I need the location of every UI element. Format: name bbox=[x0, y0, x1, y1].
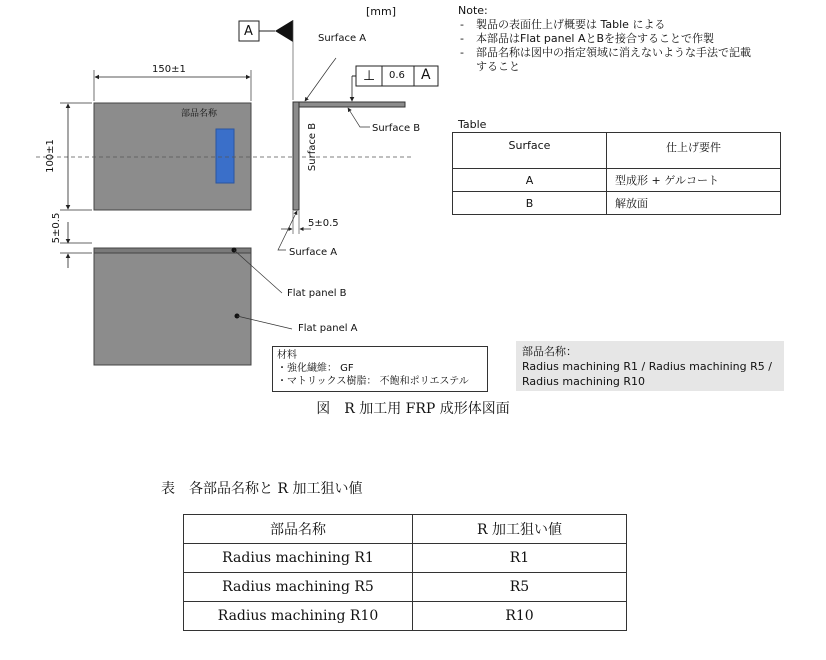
table-row bbox=[184, 544, 627, 573]
side-view-horizontal bbox=[299, 102, 405, 107]
table-header-row bbox=[453, 133, 781, 169]
table-row bbox=[453, 169, 781, 192]
part-name-box bbox=[516, 341, 784, 391]
part-name-area-label: 部品名称 bbox=[181, 109, 218, 119]
surface-table bbox=[452, 132, 781, 215]
material-title: 材料 bbox=[277, 350, 297, 361]
note-item: - 部品名称は図中の指定領域に消えないような手法で記載 bbox=[460, 46, 751, 59]
table-header: 部品名称 bbox=[184, 515, 413, 544]
figure-caption: 図 R 加工用 FRP 成形体図面 bbox=[316, 401, 510, 417]
note-block bbox=[458, 4, 751, 74]
table-caption: 表 各部品名称と R 加工狙い値 bbox=[161, 481, 363, 497]
datum-triangle bbox=[275, 20, 293, 42]
table-row bbox=[184, 573, 627, 602]
part-name-title: 部品名称： bbox=[522, 345, 577, 358]
table-header: R 加工狙い値 bbox=[413, 515, 627, 544]
table-row bbox=[453, 192, 781, 215]
note-item: - 製品の表面仕上げ概要は Table による bbox=[460, 18, 666, 31]
table-header-row bbox=[184, 515, 627, 544]
dim-100-label: 100±1 bbox=[45, 139, 56, 173]
table-cell: 型成形 + ゲルコート bbox=[607, 169, 781, 192]
callout-flat-panel-b: Flat panel B bbox=[287, 288, 347, 299]
table-cell: Radius machining R10 bbox=[184, 602, 413, 631]
perpendicularity-icon: ⊥ bbox=[363, 68, 376, 84]
dim-gap-label: 5±0.5 bbox=[51, 212, 62, 244]
table-header: 仕上げ要件 bbox=[607, 133, 781, 169]
table-cell: R5 bbox=[413, 573, 627, 602]
table-row bbox=[184, 602, 627, 631]
part-name-area bbox=[216, 129, 234, 183]
note-item: - 本部品はFlat panel AとBを接合することで作製 bbox=[460, 32, 715, 45]
table-cell: A bbox=[453, 169, 607, 192]
dim-thickness-label: 5±0.5 bbox=[308, 218, 339, 229]
table-cell: 解放面 bbox=[607, 192, 781, 215]
flat-panel-a-body bbox=[94, 253, 251, 365]
material-line: ・強化繊維： GF bbox=[277, 363, 354, 374]
material-line: ・マトリックス樹脂： 不飽和ポリエステル bbox=[277, 376, 469, 387]
table-cell: B bbox=[453, 192, 607, 215]
flat-panel-b-strip bbox=[94, 248, 251, 253]
units-label: [mm] bbox=[366, 5, 397, 18]
material-box bbox=[272, 346, 488, 392]
table-cell: R10 bbox=[413, 602, 627, 631]
radius-table bbox=[183, 514, 627, 631]
note-title: Note: bbox=[458, 4, 488, 17]
callout-surface-a-top: Surface A bbox=[318, 33, 367, 44]
callout-surface-b-vertical: Surface B bbox=[307, 122, 318, 172]
callout-surface-b-right: Surface B bbox=[372, 123, 421, 134]
tolerance-value: 0.6 bbox=[389, 70, 405, 81]
table-header: Surface bbox=[453, 133, 607, 169]
part-name-line: Radius machining R10 bbox=[522, 375, 646, 388]
note-item-continued: すること bbox=[476, 60, 520, 73]
table-cell: Radius machining R1 bbox=[184, 544, 413, 573]
tolerance-datum: A bbox=[421, 67, 431, 83]
part-name-line: Radius machining R1 / Radius machining R5 / bbox=[522, 360, 772, 373]
callout-flat-panel-a: Flat panel A bbox=[298, 323, 358, 334]
side-view-vertical bbox=[293, 102, 299, 210]
table-cell: R1 bbox=[413, 544, 627, 573]
dim-150-label: 150±1 bbox=[152, 64, 186, 75]
surface-table-title: Table bbox=[458, 118, 487, 131]
callout-surface-a-bottom: Surface A bbox=[289, 247, 338, 258]
datum-label: A bbox=[244, 24, 253, 39]
table-cell: Radius machining R5 bbox=[184, 573, 413, 602]
